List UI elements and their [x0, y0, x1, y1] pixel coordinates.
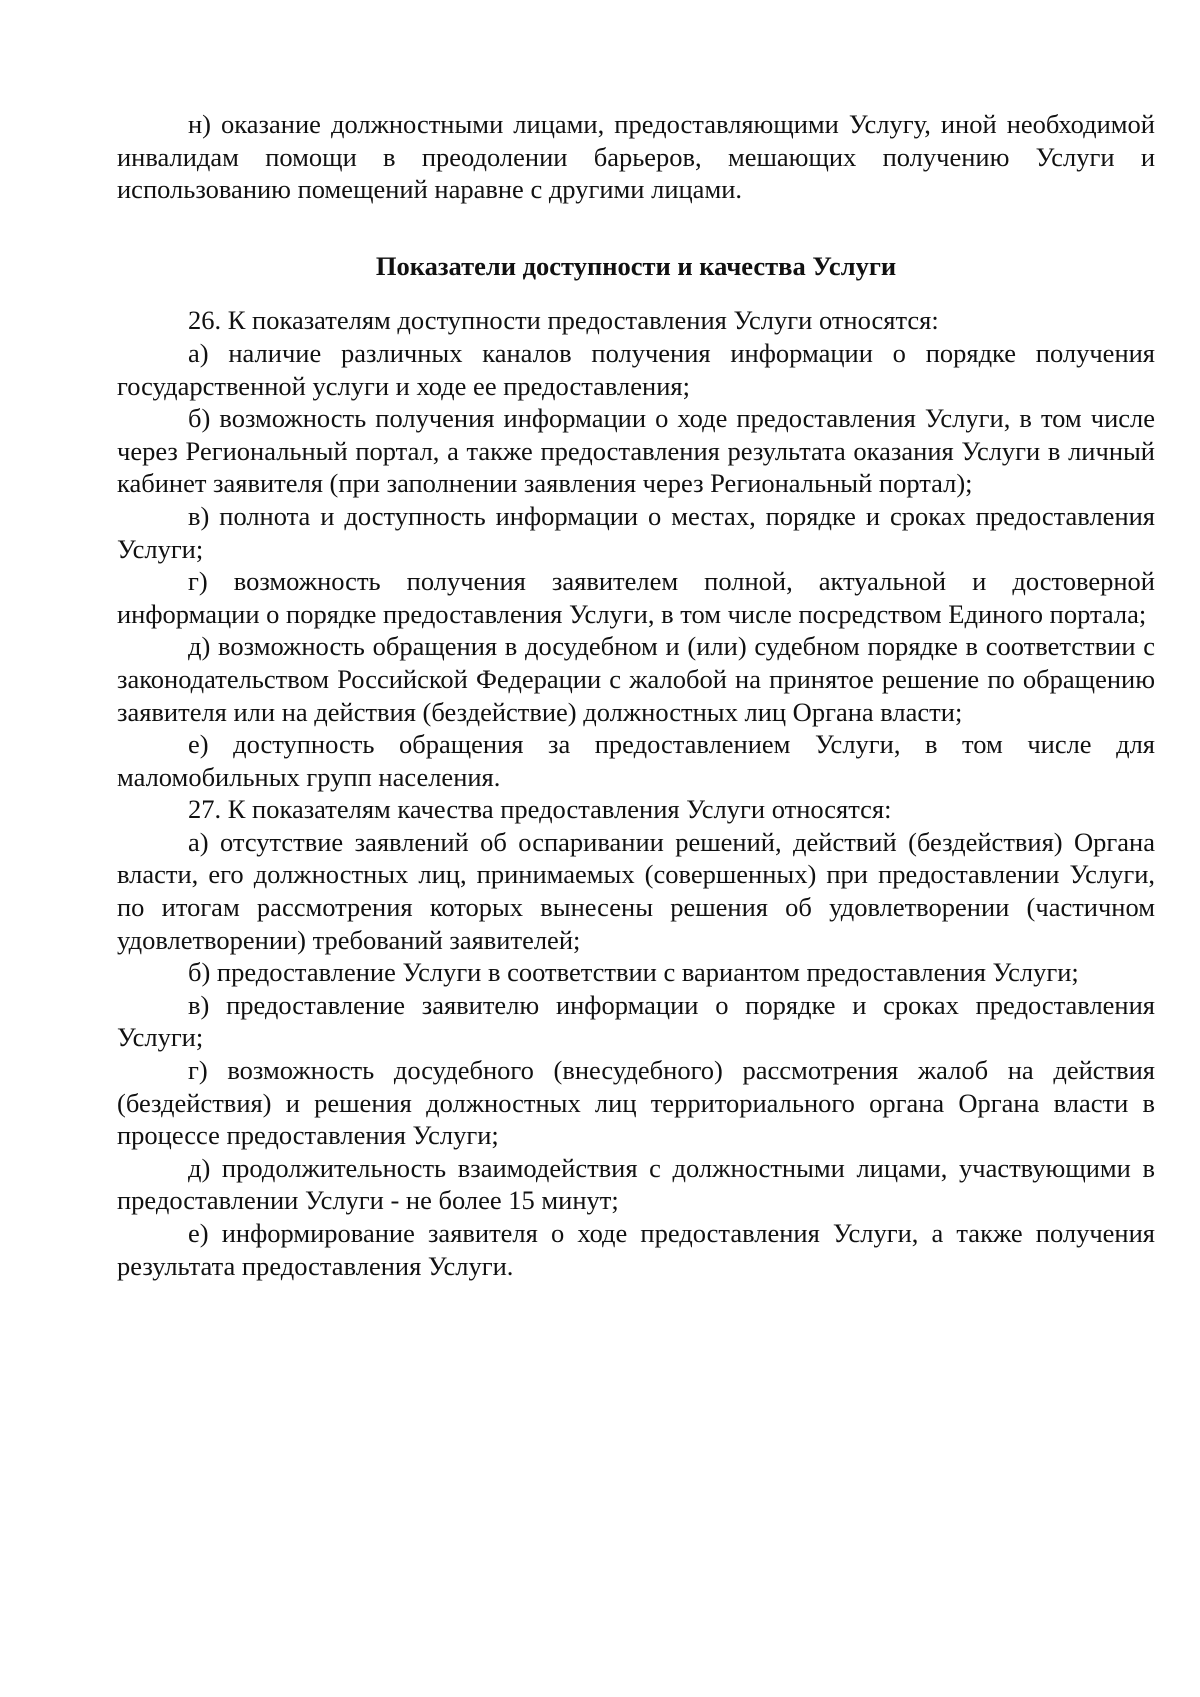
section-title: Показатели доступности и качества Услуги	[375, 250, 897, 281]
paragraph-n-barriers-assistance: н) оказание должностными лицами, предоставляющими Услугу, иной необходимой инвалидам помощи в преодолении барьеров, мешающих получению Услуги и использованию помещений наравне с другими лицами.	[117, 109, 1155, 205]
paragraph-27-e: е) информирование заявителя о ходе предоставления Услуги, а также получения результата предоставления Услуги.	[117, 1218, 1155, 1281]
paragraph-27-g: г) возможность досудебного (внесудебного) рассмотрения жалоб на действия (бездействия) и решения должностных лиц территориального органа Органа власти в процессе предоставления Услуги;	[117, 1055, 1155, 1151]
paragraph-26-g: г) возможность получения заявителем полной, актуальной и достоверной информации о порядке предоставления Услуги, в том числе посредством Единого портала;	[117, 566, 1155, 629]
paragraph-27-v: в) предоставление заявителю информации о порядке и сроках предоставления Услуги;	[117, 989, 1155, 1053]
document-body	[117, 108, 1155, 1282]
paragraph-26-v: в) полнота и доступность информации о местах, порядке и сроках предоставления Услуги;	[117, 500, 1155, 564]
paragraph-26-e: е) доступность обращения за предоставлением Услуги, в том числе для маломобильных групп населения.	[117, 729, 1155, 792]
paragraph-27-a: а) отсутствие заявлений об оспаривании решений, действий (бездействия) Органа власти, его должностных лиц, принимаемых (совершенных) при предоставлении Услуги, по итогам рассмотрения которых вынесены решения об удовлетворении (частичном удовлетворении) требований заявителей;	[117, 826, 1155, 955]
paragraph-27-heading: 27. К показателям качества предоставления Услуги относятся:	[188, 794, 892, 825]
paragraph-26-heading: 26. К показателям доступности предоставления Услуги относятся:	[188, 305, 939, 336]
paragraph-26-a: а) наличие различных каналов получения информации о порядке получения государственной услуги и ходе ее предоставления;	[117, 337, 1155, 401]
paragraph-26-b: б) возможность получения информации о ходе предоставления Услуги, в том числе через Региональный портал, а также предоставления результата оказания Услуги в личный кабинет заявителя (при заполнении заявления через Региональный портал);	[117, 403, 1155, 499]
paragraph-26-d: д) возможность обращения в досудебном и (или) судебном порядке в соответствии с законодательством Российской Федерации с жалобой на принятое решение по обращению заявителя или на действия (бездействие) должностных лиц Органа власти;	[117, 631, 1155, 727]
paragraph-27-b: б) предоставление Услуги в соответствии с вариантом предоставления Услуги;	[188, 957, 1079, 988]
paragraph-27-d: д) продолжительность взаимодействия с должностными лицами, участвующими в предоставлении Услуги - не более 15 минут;	[117, 1152, 1155, 1216]
